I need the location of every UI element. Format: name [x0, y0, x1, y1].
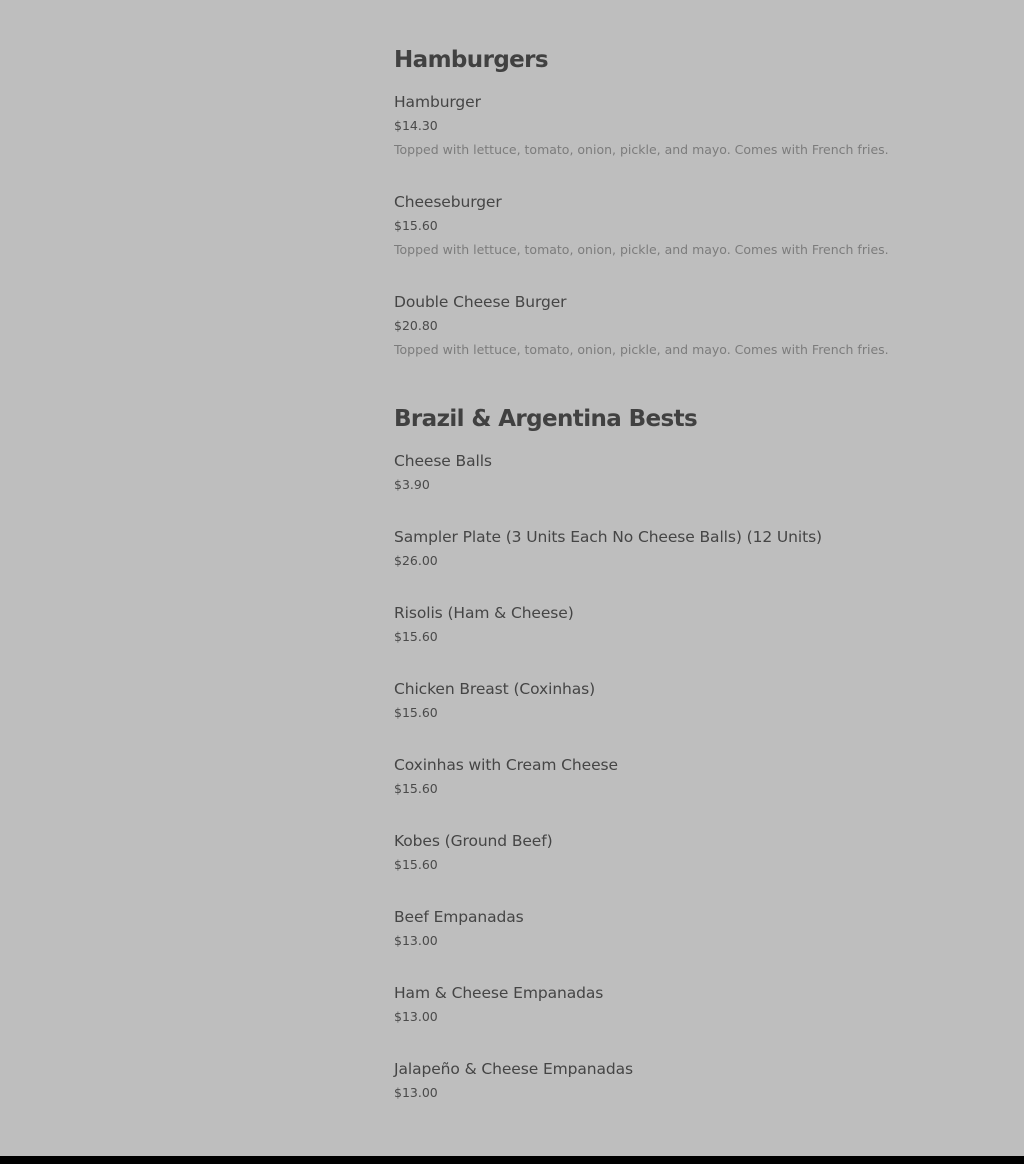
menu-item-price: $26.00 — [394, 553, 438, 568]
menu-item-ham-cheese-empanadas[interactable] — [394, 983, 994, 1026]
menu-item-cheeseburger[interactable] — [394, 192, 994, 259]
menu-item-price: $15.60 — [394, 629, 438, 644]
menu-item-name: Coxinhas with Cream Cheese — [394, 756, 618, 774]
menu-item-coxinhas-cream-cheese[interactable] — [394, 755, 994, 798]
section-title: Hamburgers — [394, 47, 549, 73]
menu-item-name: Beef Empanadas — [394, 908, 524, 926]
menu-item-name: Sampler Plate (3 Units Each No Cheese Balls) (12 Units) — [394, 528, 822, 546]
menu-item-name: Cheeseburger — [394, 193, 502, 211]
menu-items — [394, 92, 994, 359]
menu-item-name: Kobes (Ground Beef) — [394, 832, 553, 850]
menu-item-kobes[interactable] — [394, 831, 994, 874]
section-title: Brazil & Argentina Bests — [394, 406, 698, 432]
menu-item-jalapeno-cheese-empanadas[interactable] — [394, 1059, 994, 1102]
menu-item-hamburger[interactable] — [394, 92, 994, 159]
menu-item-price: $14.30 — [394, 118, 438, 133]
menu-item-sampler-plate[interactable] — [394, 527, 994, 570]
menu-item-name: Double Cheese Burger — [394, 293, 567, 311]
menu-item-name: Hamburger — [394, 93, 481, 111]
menu-item-name: Chicken Breast (Coxinhas) — [394, 680, 596, 698]
menu-item-double-cheese-burger[interactable] — [394, 292, 994, 359]
menu-item-price: $15.60 — [394, 857, 438, 872]
menu-item-price: $13.00 — [394, 933, 438, 948]
menu-item-chicken-breast-coxinhas[interactable] — [394, 679, 994, 722]
section-brazil-argentina-bests — [394, 402, 994, 1102]
menu-item-risolis[interactable] — [394, 603, 994, 646]
footer-bar — [0, 1156, 1024, 1164]
menu-item-description: Topped with lettuce, tomato, onion, pickle, and mayo. Comes with French fries. — [394, 142, 889, 157]
menu-item-description: Topped with lettuce, tomato, onion, pickle, and mayo. Comes with French fries. — [394, 342, 889, 357]
menu-item-name: Ham & Cheese Empanadas — [394, 984, 604, 1002]
menu-item-name: Cheese Balls — [394, 452, 492, 470]
menu-item-price: $13.00 — [394, 1009, 438, 1024]
menu-list — [394, 43, 994, 1102]
menu-item-name: Jalapeño & Cheese Empanadas — [394, 1060, 634, 1078]
menu-item-price: $15.60 — [394, 218, 438, 233]
menu-item-price: $15.60 — [394, 705, 438, 720]
menu-item-price: $15.60 — [394, 781, 438, 796]
section-hamburgers — [394, 43, 994, 359]
menu-item-beef-empanadas[interactable] — [394, 907, 994, 950]
menu-item-price: $13.00 — [394, 1085, 438, 1100]
menu-item-cheese-balls[interactable] — [394, 451, 994, 494]
menu-item-name: Risolis (Ham & Cheese) — [394, 604, 574, 622]
menu-item-description: Topped with lettuce, tomato, onion, pickle, and mayo. Comes with French fries. — [394, 242, 889, 257]
menu-item-price: $3.90 — [394, 477, 430, 492]
menu-item-price: $20.80 — [394, 318, 438, 333]
menu-items — [394, 451, 994, 1102]
